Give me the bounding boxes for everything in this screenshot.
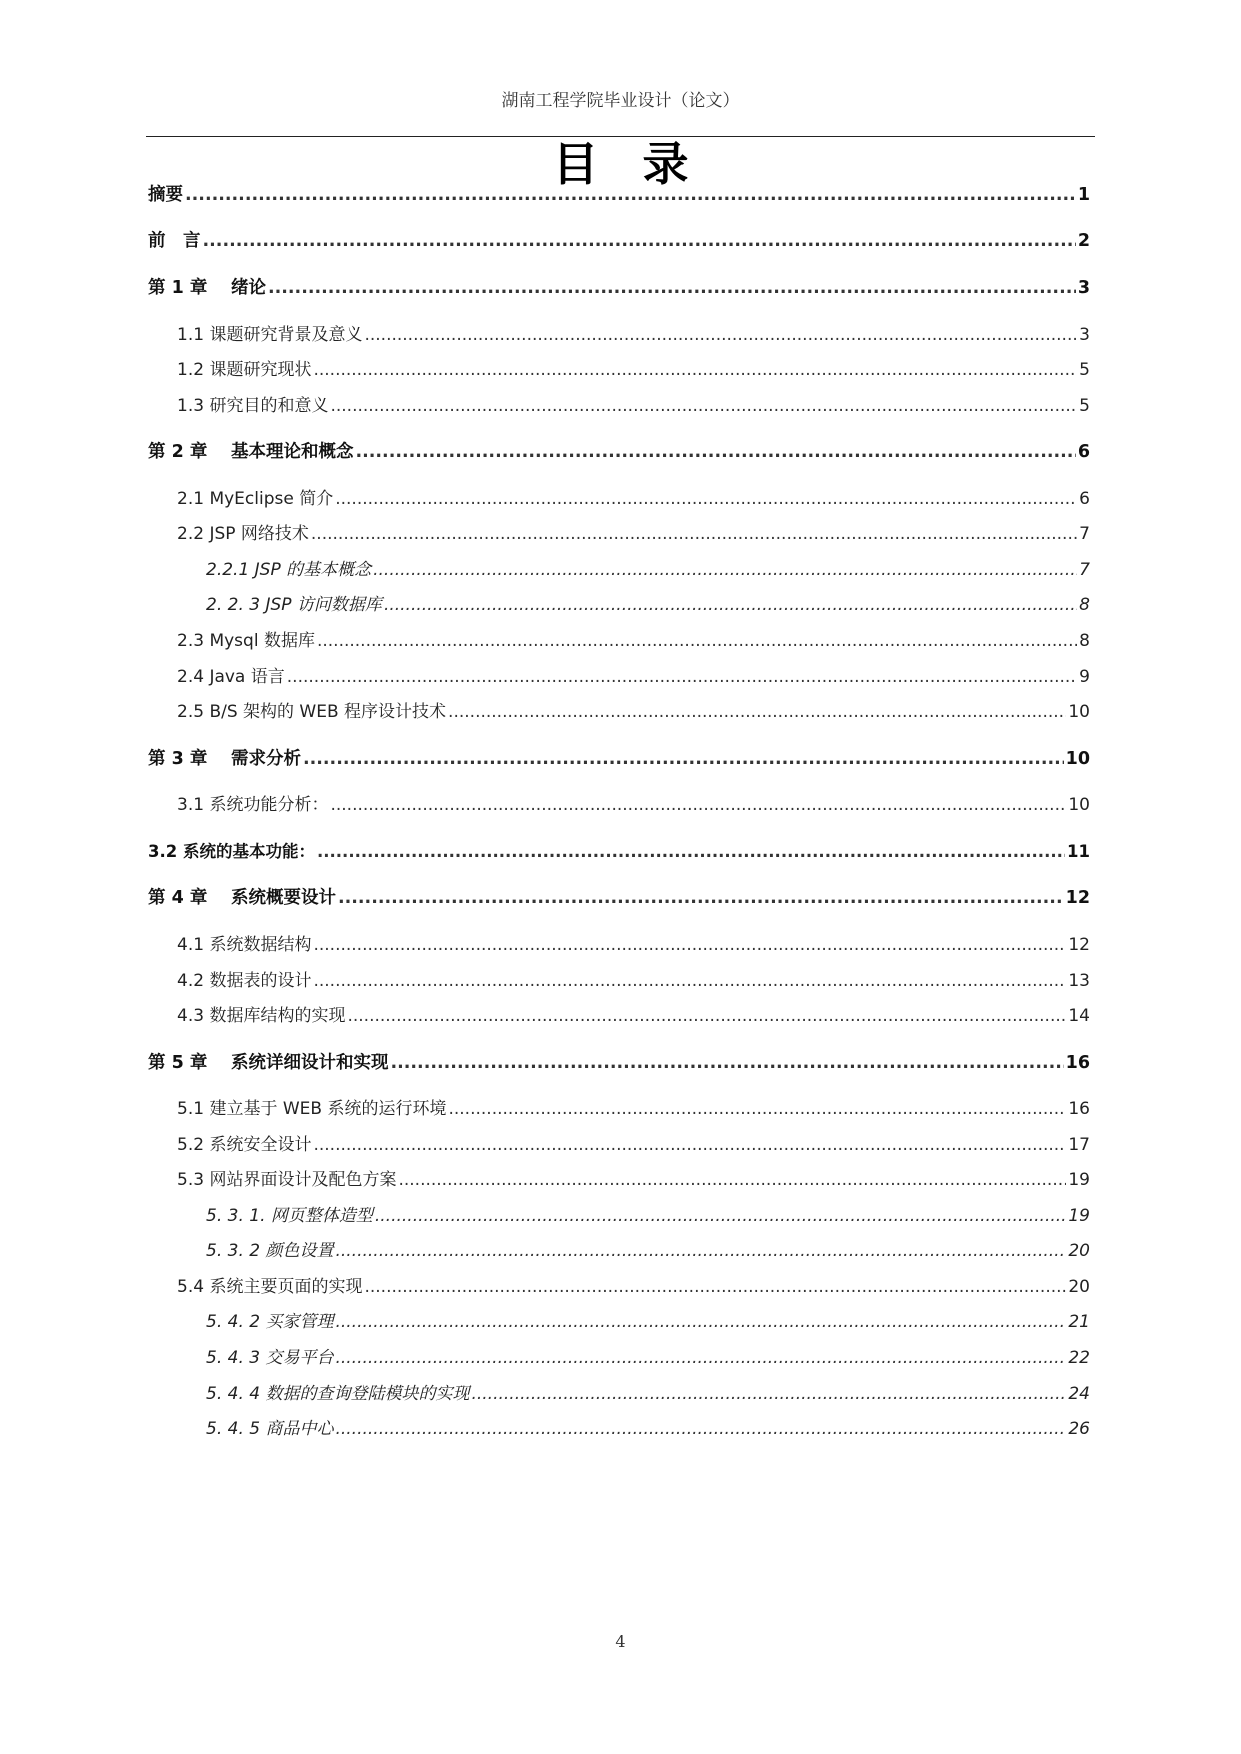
toc-entry[interactable]	[148, 746, 1090, 772]
toc-entry-page: 7	[1079, 560, 1090, 580]
toc-entry-title: 1.1 课题研究背景及意义	[177, 325, 363, 345]
toc-entry-title: 4.2 数据表的设计	[177, 971, 312, 991]
toc-entry-title: 第 3 章 需求分析	[148, 749, 301, 769]
toc-dot-leader	[335, 1238, 1066, 1264]
toc-entry-title: 第 5 章 系统详细设计和实现	[148, 1053, 389, 1073]
toc-dot-leader	[185, 182, 1076, 208]
toc-entry[interactable]	[177, 1096, 1090, 1122]
toc-entry-page: 12	[1068, 935, 1090, 955]
toc-entry-title: 2.2 JSP 网络技术	[177, 524, 309, 544]
toc-entry[interactable]	[206, 592, 1090, 618]
toc-entry[interactable]	[206, 1238, 1090, 1264]
toc-dot-leader	[364, 1274, 1066, 1300]
toc-entry-page: 17	[1068, 1135, 1090, 1155]
toc-entry-title: 5.2 系统安全设计	[177, 1135, 312, 1155]
toc-entry-page: 20	[1068, 1277, 1090, 1297]
toc-dot-leader	[355, 439, 1075, 465]
toc-entry-page: 12	[1065, 888, 1090, 908]
toc-entry[interactable]	[177, 628, 1090, 654]
toc-entry[interactable]	[177, 357, 1090, 383]
toc-dot-leader	[268, 275, 1076, 301]
toc-entry-title: 2. 2. 3 JSP 访问数据库	[206, 595, 382, 615]
toc-entry-title: 4.1 系统数据结构	[177, 935, 312, 955]
toc-entry-page: 2	[1077, 231, 1090, 251]
toc-entry[interactable]	[148, 439, 1090, 465]
toc-entry[interactable]	[177, 393, 1090, 419]
toc-entry-page: 16	[1068, 1099, 1090, 1119]
toc-dot-leader	[364, 322, 1077, 348]
toc-dot-leader	[448, 699, 1066, 725]
toc-dot-leader	[311, 521, 1077, 547]
toc-entry-title: 2.3 Mysql 数据库	[177, 631, 315, 651]
toc-entry-page: 10	[1065, 749, 1090, 769]
toc-entry-page: 3	[1077, 278, 1090, 298]
toc-entry[interactable]	[148, 885, 1090, 911]
toc-dot-leader	[384, 592, 1077, 618]
toc-entry-title: 摘要	[148, 185, 183, 205]
toc-entry[interactable]	[177, 1003, 1090, 1029]
toc-dot-leader	[448, 1096, 1066, 1122]
toc-entry[interactable]	[206, 1309, 1090, 1335]
toc-entry[interactable]	[148, 839, 1090, 865]
toc-entry-title: 5. 3. 1. 网页整体造型	[206, 1206, 373, 1226]
toc-dot-leader	[303, 746, 1064, 772]
toc-entry-page: 19	[1068, 1206, 1090, 1226]
toc-entry-page: 13	[1068, 971, 1090, 991]
toc-entry[interactable]	[206, 1345, 1090, 1371]
toc-dot-leader	[330, 393, 1077, 419]
toc-dot-leader	[338, 885, 1064, 911]
toc-entry-page: 22	[1068, 1348, 1090, 1368]
toc-dot-leader	[335, 1416, 1066, 1442]
toc-entry-title: 1.3 研究目的和意义	[177, 396, 329, 416]
toc-entry-title: 5.1 建立基于 WEB 系统的运行环境	[177, 1099, 447, 1119]
toc-entry[interactable]	[177, 664, 1090, 690]
toc-dot-leader	[203, 228, 1076, 254]
toc-entry[interactable]	[177, 792, 1090, 818]
toc-entry-page: 8	[1079, 631, 1090, 651]
toc-entry[interactable]	[177, 486, 1090, 512]
toc-entry[interactable]	[148, 275, 1090, 301]
toc-dot-leader	[335, 486, 1077, 512]
toc-entry[interactable]	[177, 322, 1090, 348]
toc-title: 目录	[552, 137, 733, 191]
toc-entry-title: 3.2 系统的基本功能：	[148, 842, 315, 861]
toc-entry[interactable]	[177, 1132, 1090, 1158]
toc-entry[interactable]	[177, 968, 1090, 994]
toc-entry-title: 5. 4. 3 交易平台	[206, 1348, 334, 1368]
toc-entry-page: 8	[1079, 595, 1090, 615]
toc-entry-title: 第 1 章 绪论	[148, 278, 266, 298]
toc-entry[interactable]	[177, 1274, 1090, 1300]
toc-entry-title: 第 2 章 基本理论和概念	[148, 442, 354, 462]
toc-entry[interactable]	[148, 228, 1090, 254]
toc-dot-leader	[313, 932, 1066, 958]
toc-entry-title: 5.4 系统主要页面的实现	[177, 1277, 363, 1297]
toc-entry-title: 2.1 MyEclipse 简介	[177, 489, 334, 509]
toc-entry-page: 10	[1068, 795, 1090, 815]
toc-dot-leader	[287, 664, 1077, 690]
toc-entry-page: 20	[1068, 1241, 1090, 1261]
toc-entry-page: 3	[1079, 325, 1090, 345]
toc-entry-title: 5. 4. 2 买家管理	[206, 1312, 334, 1332]
toc-dot-leader	[335, 1345, 1066, 1371]
toc-entry-title: 5. 4. 4 数据的查询登陆模块的实现	[206, 1384, 470, 1404]
toc-dot-leader	[471, 1381, 1066, 1407]
toc-dot-leader	[335, 1309, 1066, 1335]
toc-dot-leader	[313, 357, 1077, 383]
toc-entry-title: 第 4 章 系统概要设计	[148, 888, 336, 908]
toc-entry[interactable]	[206, 557, 1090, 583]
toc-entry-page: 19	[1068, 1170, 1090, 1190]
toc-entry[interactable]	[148, 182, 1090, 208]
toc-dot-leader	[313, 1132, 1066, 1158]
toc-entry-title: 2.2.1 JSP 的基本概念	[206, 560, 372, 580]
toc-entry-title: 3.1 系统功能分析：	[177, 795, 329, 815]
toc-entry-title: 4.3 数据库结构的实现	[177, 1006, 346, 1026]
toc-entry-page: 9	[1079, 667, 1090, 687]
toc-dot-leader	[313, 968, 1066, 994]
toc-entry-title: 5.3 网站界面设计及配色方案	[177, 1170, 397, 1190]
toc-dot-leader	[317, 628, 1077, 654]
toc-entry[interactable]	[206, 1203, 1090, 1229]
toc-entry-page: 5	[1079, 360, 1090, 380]
toc-entry[interactable]	[177, 521, 1090, 547]
toc-entry[interactable]	[177, 1167, 1090, 1193]
toc-entry[interactable]	[148, 1050, 1090, 1076]
toc-entry-page: 6	[1079, 489, 1090, 509]
toc-entry-title: 2.4 Java 语言	[177, 667, 285, 687]
toc-entry[interactable]	[206, 1381, 1090, 1407]
toc-entry-page: 14	[1068, 1006, 1090, 1026]
toc-dot-leader	[347, 1003, 1066, 1029]
page-header: 湖南工程学院毕业设计（论文）	[501, 91, 740, 111]
toc-entry-page: 11	[1067, 842, 1090, 861]
toc-dot-leader	[398, 1167, 1066, 1193]
toc-entry[interactable]	[177, 932, 1090, 958]
toc-dot-leader	[390, 1050, 1063, 1076]
toc-entry-title: 5. 3. 2 颜色设置	[206, 1241, 334, 1261]
toc-entry-page: 24	[1068, 1384, 1090, 1404]
page-number: 4	[615, 1632, 626, 1651]
toc-entry-page: 1	[1077, 185, 1090, 205]
toc-entry[interactable]	[177, 699, 1090, 725]
toc-entry[interactable]	[206, 1416, 1090, 1442]
toc-entry-title: 前 言	[148, 231, 201, 251]
toc-entry-title: 1.2 课题研究现状	[177, 360, 312, 380]
toc-entry-page: 6	[1077, 442, 1090, 462]
toc-dot-leader	[330, 792, 1066, 818]
toc-dot-leader	[317, 839, 1065, 865]
toc-entry-title: 5. 4. 5 商品中心	[206, 1419, 334, 1439]
toc-entry-page: 7	[1079, 524, 1090, 544]
toc-entry-title: 2.5 B/S 架构的 WEB 程序设计技术	[177, 702, 447, 722]
toc-entry-page: 26	[1068, 1419, 1090, 1439]
toc-entry-page: 5	[1079, 396, 1090, 416]
toc-entry-page: 10	[1068, 702, 1090, 722]
toc-dot-leader	[375, 1203, 1066, 1229]
toc-entry-page: 16	[1065, 1053, 1090, 1073]
toc-entry-page: 21	[1068, 1312, 1090, 1332]
toc-dot-leader	[373, 557, 1077, 583]
